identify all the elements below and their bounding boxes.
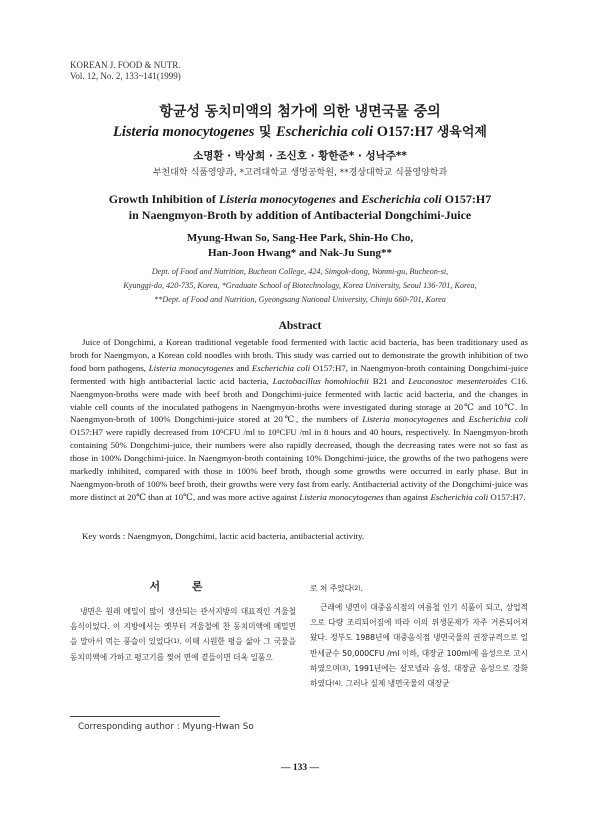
abstract-heading: Abstract <box>278 320 322 332</box>
et-species-1: Listeria monocytogenes <box>218 192 336 206</box>
english-title-line1 <box>0 192 600 207</box>
exponent: 0 <box>276 429 280 436</box>
journal-citation <box>70 60 181 82</box>
title-species-1: Listeria monocytogenes <box>113 124 255 140</box>
abstract-text: O157:H7. <box>488 491 526 502</box>
body-text: 근래에 냉면이 대중음식점의 여름철 인기 식품이 되고, 상업적으로 다량 조리되어짐에 따라 이의 위생문제가 자주 거론되어져 왔다. 정부도 1988년에 대중음식점 냉면국물의 권장규격으로 일반세균수 50,000CFU /ml 이하, 대장균 100ml에 음성으로 고시하였으며 <box>310 603 528 673</box>
abstract-text: and <box>233 362 252 373</box>
english-affiliation-line1: Dept. of Food and Nutrition, Bucheon College, 424, Simgok-dong, Wonmi-gu, Bucheon-si, <box>151 267 449 276</box>
body-text: , 1991년에는 살모넬라 음성, 대장균 음성으로 강화하였다 <box>310 663 528 689</box>
english-affiliation-line3: **Dept. of Food and Nutrition, Gyeongsang National University, Chinju 660-701, Korea <box>154 295 446 304</box>
abstract-body <box>70 336 528 504</box>
species-name: Listeria monocytogenes <box>299 491 384 502</box>
korean-title-line2 <box>0 121 600 141</box>
abstract-text: B21 and <box>368 375 409 386</box>
korean-title-line1: 항균성 동치미액의 첨가에 의한 냉면국물 중의 <box>159 104 441 120</box>
abstract-text: O157:H7, in Naengmyon-broth containing Dongchimi-juice fermented with high antibacterial lactic acid bacteria, <box>70 362 529 386</box>
keywords: Key words : Naengmyon, Dongchimi, lactic acid bacteria, antibacterial activity. <box>82 531 365 541</box>
et-part-a: Growth Inhibition of <box>108 192 219 206</box>
korean-authors: 소명환 · 박상희 · 조신호 · 황한준* · 성낙주** <box>193 150 407 162</box>
journal-volume: Vol. 12, No. 2, 133~141(1999) <box>70 71 181 81</box>
species-name: Listeria monocytogenes <box>362 414 449 425</box>
journal-name: KOREAN J. FOOD & NUTR. <box>70 60 181 70</box>
abstract-text: CFU /ml to 10 <box>223 427 277 438</box>
et-part-e: O157:H7 <box>441 192 492 206</box>
reference-marker: (3) <box>339 664 349 672</box>
body-right-column <box>310 600 528 691</box>
english-title-line2: in Naengmyon-Broth by addition of Antibacterial Dongchimi-Juice <box>128 208 472 222</box>
body-text: . 그러나 실제 냉면국물의 대장균 <box>340 679 450 689</box>
section-heading-introduction: 서 론 <box>149 580 217 593</box>
body-text: 냉면은 원래 메밀이 많이 생산되는 관서지방의 대표적인 겨울철 음식이었다. 이 지방에서는 옛부터 겨울철에 찬 동치미액에 메밀면을 말아서 먹는 풍습이 있었다 <box>70 607 296 647</box>
abstract-text: and <box>448 414 469 425</box>
et-part-c: and <box>335 192 362 206</box>
title-conj: 및 <box>254 125 277 140</box>
species-name: Lactobacillus homohiochii <box>272 375 369 386</box>
page-number: — 133 — <box>281 763 319 773</box>
reference-marker: (2) <box>352 585 361 592</box>
abstract-text: CFU /ml in 8 hours and 40 hours, respectively. In Naengmyon-broth containing 50% Dongchimi-juice, their numbers were also rapidly decreased, though the decreasing rates were not so fast as those in 100% Dongchimi-juice. In Naengmyon-broth containing 10% Dongchimi-juice, the growths of the two pathogens were markedly inhibited, compared with those in 100% beef broth, though some growths were occurred in early phase. But in Naengmyon-broth of 100% beef broth, their growths were very fast from early. Antibacterial activity of the Dongchimi-juice was more distinct at 20℃ than at 10℃, and was more active against <box>70 427 528 502</box>
body-text: 로 쳐 주었다 <box>310 584 353 593</box>
english-affiliation-line2: Kyunggi-do, 420-735, Korea, *Graduate School of Biotechnology, Korea University, Seoul 136-701, Korea, <box>123 281 477 290</box>
body-text: . <box>360 584 363 593</box>
abstract-text: O157:H7 were rapidly decreased from 10 <box>70 427 221 438</box>
title-serotype: O157:H7 <box>373 124 437 140</box>
english-authors-line1: Myung-Hwan So, Sang-Hee Park, Shin-Ho Cho, <box>186 232 414 244</box>
species-name: Escherichia coli <box>468 414 529 425</box>
title-tail: 생육억제 <box>436 125 487 140</box>
korean-affiliation: 부천대학 식품영양과, *고려대학교 생명공학원, **경상대학교 식품영양학과 <box>152 168 448 178</box>
body-text: . 이때 시원한 평을 삶아 그 국물을 동치미액에 가하고 평고기를 찢어 면에 곁들이면 더욱 일품으 <box>70 637 296 662</box>
abstract-text: than against <box>383 491 431 502</box>
species-name: Listeria monocytogenes <box>148 362 234 373</box>
reference-marker: (1) <box>170 638 180 646</box>
abstract-text: Juice of Dongchimi, a Korean traditional vegetable food fermented with lactic acid bacteria, has been traditionary used as broth for Naengmyon, a Korean cold noodles with broth. This study was carried out to demonstrate the growth inhibition of two food born pathogens, <box>70 337 528 373</box>
et-species-2: Escherichia coli <box>361 192 442 206</box>
species-name: Escherichia coli <box>430 491 489 502</box>
species-name: Leuconostoc mesenteroides <box>408 375 508 386</box>
species-name: Escherichia coli <box>251 362 311 373</box>
body-right-continuation <box>310 581 528 596</box>
abstract-text: C16. Naengmyon-broths were made with beef broth and Dongchimi-juice fermented with lactic acid bacteria, and the changes in viable cell counts of the inoculated pathogens in Naengmyon-broths were investigated during storage at 20℃ and 10℃. In Naengmyon-broth of 100% Dongchimi-juice stored at 20℃, the numbers of <box>70 375 528 425</box>
footnote-rule <box>70 716 220 717</box>
english-authors-line2: Han-Joon Hwang* and Nak-Ju Sung** <box>207 247 392 259</box>
body-left-column <box>70 604 296 665</box>
exponent: 6 <box>220 429 224 436</box>
corresponding-author: Corresponding author : Myung-Hwan So <box>78 722 254 732</box>
reference-marker: (4) <box>332 680 341 688</box>
title-species-2: Escherichia coli <box>276 124 374 140</box>
